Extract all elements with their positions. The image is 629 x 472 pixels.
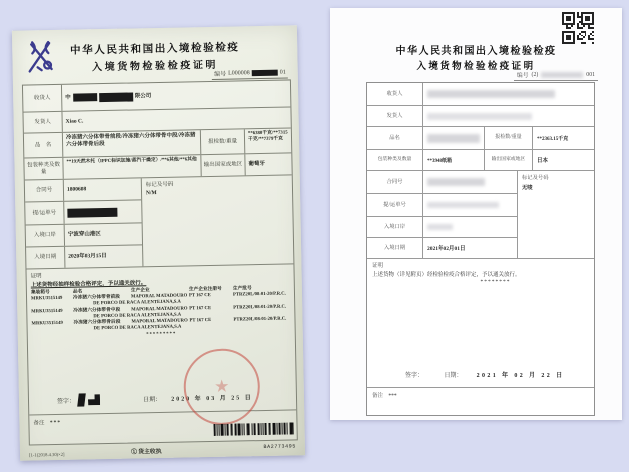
remark-value: *** — [388, 393, 397, 399]
table-row — [367, 83, 594, 105]
producer-table — [31, 285, 291, 341]
batch-no: PTRZ20L/08-01-20/P.R.C. — [232, 291, 286, 298]
package-value: **3948纸箱 — [422, 150, 484, 170]
field-label: 品 名 — [34, 141, 52, 149]
certification-section — [367, 258, 594, 387]
container-no: MRKU3515149 — [31, 308, 63, 315]
remark-label: 备注 — [33, 420, 45, 427]
redaction-blur — [427, 113, 532, 120]
field-label: 入境日期 — [383, 244, 406, 251]
form-code: [1-1(2018.4.30)×2] — [28, 451, 65, 458]
contract-value: 1800608 — [63, 178, 141, 200]
consignee-prefix: 中 — [65, 94, 71, 101]
redaction-blur — [427, 90, 555, 98]
doc-footer — [28, 419, 297, 458]
table-row — [367, 171, 517, 193]
redaction-blur — [427, 224, 453, 230]
barcode — [213, 422, 295, 436]
contract-value — [422, 171, 517, 193]
sign-label: 签字： — [405, 373, 424, 379]
bl-number-value — [63, 200, 141, 223]
origin-value: 葡萄牙 — [244, 153, 291, 175]
marks-value: 无唛 — [522, 185, 533, 191]
table-row — [367, 237, 517, 258]
batch-no: PTRZ20L/08-01-20/P.R.C. — [233, 304, 287, 311]
col-header-container: 集装箱号 — [30, 290, 50, 296]
cert-statement: 上述货物经抽样检验合格评定，予以通关放行。 — [30, 280, 147, 289]
redaction-bar — [67, 207, 117, 217]
field-label: 收货人 — [33, 94, 51, 102]
table-row — [367, 126, 594, 149]
red-round-stamp: ★ — [183, 348, 260, 425]
field-label: 发货人 — [34, 118, 51, 126]
batch-no: PTRZ20L/08-01-20/P.R.C. — [233, 316, 287, 323]
col-header-product: 品名 — [72, 289, 83, 295]
barcode-number: BA2773495 — [263, 443, 296, 451]
table-row-group — [367, 170, 594, 258]
serial-suffix: 001 — [586, 71, 595, 78]
field-label: 合同号 — [386, 178, 403, 185]
producer-reg-no: PT 167 CE — [189, 318, 212, 324]
cert-heading: 证明 — [372, 263, 384, 269]
field-label: 品名 — [389, 134, 400, 141]
table-row — [26, 222, 142, 246]
signature-redaction — [77, 393, 86, 406]
field-label: 包装种类及数量 — [26, 161, 61, 175]
entry-date-value: 2021年02月01日 — [422, 238, 517, 258]
doc-title-line2: 入境货物检验检疫证明 — [92, 59, 219, 74]
cert-heading: 证明 — [30, 273, 42, 280]
redaction-blur — [427, 178, 485, 186]
producer-name: MAPORAL MATADOURO — [131, 306, 188, 313]
redaction-blur — [427, 202, 499, 208]
package-value: **19天然木托（IPPC标识加施/蒸汽干燥定）/**6其他/**6其他 — [62, 155, 200, 179]
col-header-batch: 生产批号 — [232, 286, 252, 292]
container-no: MRKU3515149 — [31, 296, 63, 302]
table-row — [25, 199, 141, 224]
sign-label: 签字： — [56, 398, 76, 405]
redaction-bar — [252, 69, 278, 75]
serial-number — [212, 67, 288, 79]
container-no: MRKU3515149 — [31, 320, 63, 327]
serial-number — [514, 70, 598, 81]
table-row — [26, 244, 142, 268]
marks-label: 标记及号码 — [145, 181, 174, 189]
sign-date-label: 日期： — [143, 396, 162, 404]
serial-suffix: 01 — [279, 69, 286, 76]
remark-label: 备注 — [372, 393, 384, 399]
certificate-table — [366, 82, 595, 416]
copy-note: ① 货主收执 — [130, 448, 162, 456]
marks-cell — [517, 171, 594, 258]
producer-name-line2: DE PORCO DE RACA ALENTEJANA,S.A — [93, 324, 182, 332]
end-stars: ******** — [480, 279, 511, 285]
serial-label: 编号 — [214, 71, 227, 78]
qr-code — [562, 12, 594, 44]
left-certificate-photo — [12, 25, 305, 460]
consignor-value — [422, 106, 594, 126]
entry-port-value: 宁波穿山港区 — [64, 223, 142, 245]
table-row — [25, 178, 141, 201]
sign-date-value: 2020 年 03 月 25 日 — [171, 395, 253, 403]
goods-value: 冷冻猪六分体带骨前段/冷冻猪六分体带骨中段/冷冻猪六分体带骨后段 — [62, 130, 200, 157]
producer-reg-no: PT 167 CE — [188, 293, 211, 299]
doc-title-line1: 中华人民共和国出入境检验检疫 — [69, 42, 240, 57]
entry-port-value — [422, 217, 517, 237]
qty-value: **2363.15千克 — [532, 127, 594, 149]
table-row — [367, 105, 594, 126]
end-stars: ********* — [146, 332, 177, 338]
producer-name-line2: DE PORCO DE RACA ALENTEJANA,S.A — [93, 299, 181, 307]
right-certificate-scan — [330, 8, 622, 420]
col-header-regno: 生产企业注册号 — [188, 286, 222, 293]
producer-name: MAPORAL MATADOURO — [131, 318, 188, 325]
table-row — [24, 127, 291, 157]
field-label: 入境日期 — [34, 254, 57, 261]
doc-title-line2: 入境货物检验检疫证明 — [416, 62, 536, 72]
field-label: 输出国家或地区 — [484, 150, 532, 170]
field-label: 入境口岸 — [383, 223, 406, 230]
sign-date-value: 2021 年 02 月 22 日 — [476, 373, 565, 379]
field-label: 入境口岸 — [33, 232, 56, 239]
product-name: 冷冻猪六分体带骨中段 — [73, 307, 121, 314]
consignee-value — [422, 83, 594, 105]
serial-prefix: (2) — [531, 71, 539, 78]
field-label: 提/运单号 — [32, 209, 57, 217]
serial-label: 编号 — [516, 73, 529, 79]
product-name: 冷冻猪六分体带骨后段 — [73, 319, 121, 326]
redaction-bar — [73, 93, 97, 101]
table-row — [367, 216, 517, 237]
marks-cell — [141, 175, 294, 266]
barcode-block — [213, 422, 296, 454]
goods-value — [422, 127, 484, 149]
field-label: 输出国家或地区 — [200, 154, 244, 176]
signature-line — [405, 370, 586, 379]
field-label: 提/运单号 — [383, 201, 406, 208]
product-name: 冷冻猪六分体带骨前段 — [72, 294, 120, 301]
field-label: 合同号 — [35, 187, 53, 194]
table-row — [367, 193, 517, 216]
producer-reg-no: PT 167 CE — [189, 305, 212, 312]
consignor-value: Xiao C. — [61, 107, 290, 131]
col-header-producer: 生产企业 — [130, 288, 150, 294]
bl-number-value — [422, 194, 517, 216]
table-row-group — [25, 174, 294, 268]
remark-row — [367, 387, 594, 415]
marks-label: 标记及号码 — [522, 175, 549, 181]
qty-value: **6380千克/**7315千克/**7379千克 — [244, 128, 291, 153]
redaction-bar — [99, 92, 133, 102]
redaction-blur — [541, 72, 583, 78]
producer-name-line2: DE PORCO DE RACA ALENTEJANA,S.A — [93, 312, 182, 320]
field-label: 包装种类及数量 — [377, 156, 412, 162]
doc-title-line1: 中华人民共和国出入境检验检疫 — [395, 46, 557, 57]
field-label: 报检数/重量 — [484, 127, 532, 149]
table-row — [23, 80, 290, 111]
sign-date-label: 日期： — [444, 373, 463, 379]
producer-name: MAPORAL MATADOURO — [130, 293, 188, 300]
table-row — [367, 149, 594, 170]
field-label: 收货人 — [386, 90, 403, 97]
entry-date-value: 2020年03月15日 — [64, 245, 142, 267]
field-label: 发货人 — [386, 112, 403, 119]
remark-value: *** — [49, 419, 62, 427]
consignee-suffix: 限公司 — [134, 92, 152, 99]
consignee-value — [61, 80, 290, 110]
marks-value: N/M — [145, 190, 157, 197]
field-label: 报检数/重量 — [200, 129, 244, 154]
serial-prefix: L000008 — [228, 69, 250, 77]
origin-value: 日本 — [532, 150, 594, 170]
cert-statement: 上述货物（详见附页）经检验检疫合格评定，予以通关放行。 — [372, 272, 521, 278]
signature-redaction — [88, 394, 100, 405]
redaction-blur — [427, 134, 480, 143]
